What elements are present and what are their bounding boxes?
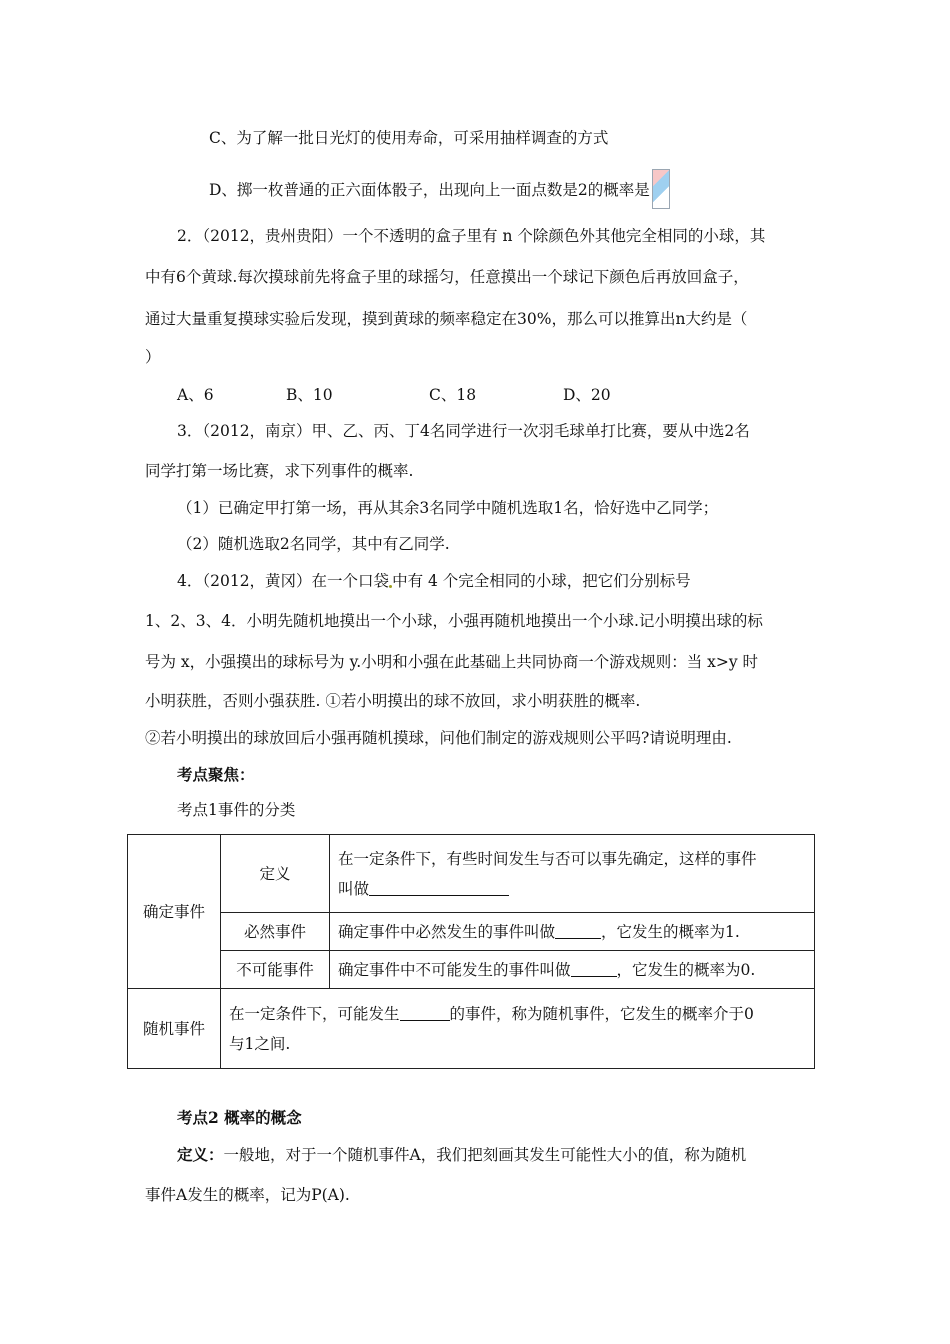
sure-text-b: ，它发生的概率为1. (601, 922, 740, 941)
definition-cell (330, 835, 815, 913)
table-row (128, 913, 815, 951)
q4-line1-part-b: 中有 4 个完全相同的小球，把它们分别标号 (392, 572, 691, 590)
answer-blank (400, 1004, 450, 1021)
q3-line1: 3．（2012，南京）甲、乙、丙、丁4名同学进行一次羽毛球单打比赛，要从中选2名 (177, 422, 750, 440)
q4-line1 (177, 570, 691, 592)
q2-line4: ） (145, 348, 161, 366)
q2-line2: 中有6个黄球.每次摸球前先将盒子里的球摇匀，任意摸出一个球记下颜色后再放回盒子， (145, 268, 749, 286)
random-text-a: 在一定条件下，可能发生 (229, 1004, 400, 1023)
random-text-line2: 与1之间. (229, 1034, 291, 1053)
sure-event-cell (330, 913, 815, 951)
random-text-b: 的事件，称为随机事件，它发生的概率介于0 (449, 1004, 754, 1023)
q4-line5: ②若小明摸出的球放回后小强再随机摸球，问他们制定的游戏规则公平吗?请说明理由. (145, 729, 732, 747)
random-event-cell (221, 989, 815, 1069)
table-row (128, 951, 815, 989)
definition-text-prefix: 叫做 (338, 879, 370, 898)
q1-option-d (209, 169, 670, 209)
q2-option-b: B、10 (286, 386, 333, 404)
q2-line3: 通过大量重复摸球实验后发现，摸到黄球的频率稳定在30%，那么可以推算出n大约是（ (145, 310, 748, 328)
impossible-event-cell (330, 951, 815, 989)
sure-text-a: 确定事件中必然发生的事件叫做 (338, 922, 556, 941)
focus-title: 考点聚焦： (177, 765, 255, 784)
q2-option-d: D、20 (563, 386, 611, 404)
q2-line1: 2．（2012，贵州贵阳）一个不透明的盒子里有 n 个除颜色外其他完全相同的小球，其 (177, 227, 766, 245)
table-row (128, 835, 815, 913)
q4-line1-part-a: 4．（2012，黄冈）在一个口袋 (177, 572, 390, 590)
impossible-text-b: ，它发生的概率为0. (616, 960, 756, 979)
q4-line4: 小明获胜，否则小强获胜. ①若小明摸出的球不放回，求小明获胜的概率. (145, 692, 641, 710)
answer-blank (555, 922, 601, 939)
random-text-line1 (229, 999, 806, 1029)
point2-def-text1: 一般地，对于一个随机事件A，我们把刻画其发生可能性大小的值，称为随机 (223, 1146, 747, 1164)
definition-label: 定义 (221, 835, 330, 913)
definition-text-line1: 在一定条件下，有些时间发生与否可以事先确定，这样的事件 (338, 849, 757, 868)
q3-sub2: （2）随机选取2名同学，其中有乙同学. (177, 535, 450, 553)
q4-line3: 号为 x，小强摸出的球标号为 y.小明和小强在此基础上共同协商一个游戏规则：当 x>y 时 (145, 653, 759, 671)
point2-def-line2: 事件A发生的概率，记为P(A). (145, 1186, 350, 1204)
event-classification-table (127, 834, 815, 1069)
impossible-text-a: 确定事件中不可能发生的事件叫做 (338, 960, 571, 979)
impossible-event-label: 不可能事件 (221, 951, 330, 989)
q3-line2: 同学打第一场比赛，求下列事件的概率. (145, 462, 414, 480)
broken-image-icon (652, 169, 670, 209)
definition-label-bold: 定义： (177, 1145, 224, 1164)
q4-line2: 1、2、3、4．小明先随机地摸出一个小球，小强再随机地摸出一个小球.记小明摸出球的标 (145, 612, 763, 630)
q1-option-c: C、为了解一批日光灯的使用寿命，可采用抽样调查的方式 (209, 129, 609, 147)
point2-def-line1 (177, 1144, 746, 1166)
answer-blank (369, 879, 509, 896)
sure-event-label: 必然事件 (221, 913, 330, 951)
point1-title: 考点1事件的分类 (177, 801, 296, 819)
q2-option-c: C、18 (429, 386, 477, 404)
random-event-label: 随机事件 (128, 989, 221, 1069)
q2-option-a: A、6 (177, 386, 214, 404)
definition-text-line2 (338, 874, 806, 904)
certain-event-label: 确定事件 (128, 835, 221, 989)
answer-blank (571, 960, 617, 977)
table-row (128, 989, 815, 1069)
point2-title: 考点2 概率的概念 (177, 1108, 302, 1127)
q1-option-d-text: D、掷一枚普通的正六面体骰子，出现向上一面点数是2的概率是 (209, 181, 650, 199)
q3-sub1: （1）已确定甲打第一场，再从其余3名同学中随机选取1名，恰好选中乙同学； (177, 499, 719, 517)
